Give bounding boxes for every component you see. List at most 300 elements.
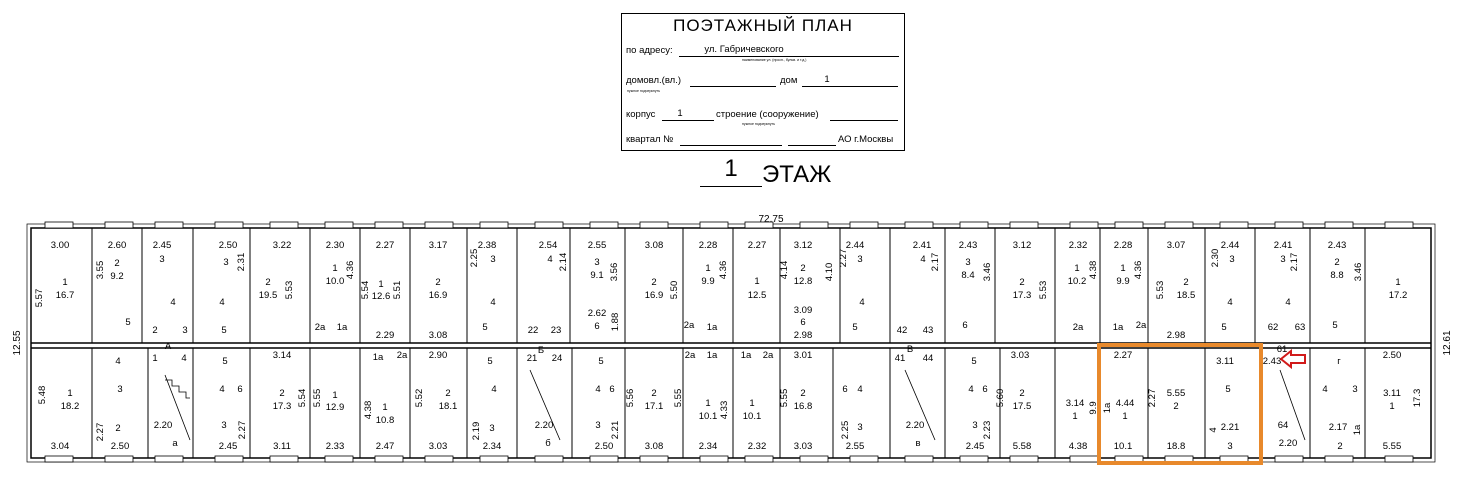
room-top-label-23: 5.53 [284,280,295,300]
room-top-label-92: 6 [962,320,968,331]
room-bottom-label-124: 2.17 [1328,422,1348,433]
room-bottom-label-71: 3.01 [793,350,813,361]
window-bottom-15 [850,456,878,462]
room-bottom-label-81: 41 [894,353,906,364]
room-top-label-5: 2.60 [107,240,127,251]
total-length-dimension: 72.75 [758,214,784,225]
window-bottom-23 [1275,456,1303,462]
room-bottom-label-28: 1a [372,352,384,363]
room-bottom-label-86: 5 [971,356,977,367]
room-top-label-114: 3 [1229,254,1235,265]
window-bottom-19 [1070,456,1098,462]
window-top-7 [425,222,453,228]
room-bottom-label-59: 2a [684,350,696,361]
room-top-label-108: 3.07 [1166,240,1186,251]
room-bottom-label-16: 3 [221,420,227,431]
room-top-label-21: 2 [265,277,271,288]
room-top-label-99: 10.2 [1067,276,1087,287]
room-top-label-40: 2.38 [477,240,497,251]
room-top-label-56: 1.88 [610,312,621,332]
room-bottom-label-26: 12.9 [325,402,345,413]
room-top-label-46: 4 [547,254,553,265]
room-top-label-43: 4 [490,297,496,308]
room-bottom-label-55: 5.56 [625,388,636,408]
room-top-label-112: 2.98 [1166,330,1186,341]
room-bottom-label-11: 2.20 [153,420,173,431]
room-bottom-label-119: 2.20 [1278,438,1298,449]
room-bottom-label-127: 3.11 [1383,388,1401,399]
room-bottom-label-48: б [545,438,551,449]
room-top-label-123: 63 [1294,322,1306,333]
room-top-label-76: 6 [800,317,806,328]
window-top-19 [1070,222,1098,228]
room-top-label-60: 5.50 [669,280,680,300]
room-bottom-label-105: 10.1 [1113,441,1133,452]
room-bottom-label-42: 3 [489,423,495,434]
room-top-label-84: 4 [920,254,926,265]
room-bottom-label-14: 4 [219,384,225,395]
room-top-label-41: 3 [490,254,496,265]
room-top-label-22: 19.5 [258,290,278,301]
building-label: домовл.(вл.) [626,75,681,86]
room-bottom-label-125: 2 [1337,441,1343,452]
corpus-label: корпус [626,109,656,120]
room-top-label-28: 2a [314,322,326,333]
room-top-label-120: 2.17 [1289,252,1300,272]
room-bottom-label-9: 1 [152,353,158,364]
room-top-label-31: 1 [378,279,384,290]
structure-hint: нужное подчеркнуть [742,122,776,126]
window-top-22 [1220,222,1248,228]
room-top-label-42: 2.25 [469,248,480,268]
room-top-label-6: 2 [114,258,120,269]
window-top-4 [270,222,298,228]
window-bottom-25 [1385,456,1413,462]
window-bottom-7 [425,456,453,462]
plan-title: ПОЭТАЖНЫЙ ПЛАН [673,16,853,35]
room-top-label-102: 2.28 [1113,240,1133,251]
room-top-label-79: 3 [857,254,863,265]
window-top-23 [1275,222,1303,228]
room-top-label-80: 2.27 [838,248,849,268]
house-label: дом [780,75,798,86]
room-bottom-label-112: 4 [1208,427,1219,433]
room-top-label-126: 8.8 [1330,270,1344,281]
room-top-label-61: 2.28 [698,240,718,251]
window-top-9 [535,222,563,228]
room-top-label-29: 2.27 [375,240,395,251]
room-top-label-48: 22 [527,325,539,336]
room-top-label-3: 5.57 [34,288,45,308]
room-bottom-label-54: 2.50 [594,441,614,452]
room-top-label-70: 3.12 [793,240,813,251]
room-bottom-label-4: 4 [115,356,121,367]
room-top-label-58: 2 [651,277,657,288]
room-bottom-label-30: 4.38 [363,400,374,420]
room-top-label-49: 23 [550,325,562,336]
room-bottom-label-32: 10.8 [375,415,395,426]
room-bottom-label-2: 18.2 [60,401,80,412]
room-top-label-62: 1 [705,263,711,274]
room-bottom-label-129: 17.3 [1412,388,1423,408]
room-bottom-label-36: 2 [445,388,451,399]
room-bottom-label-66: 1a [740,350,752,361]
room-bottom-label-13: 5 [222,356,228,367]
room-top-label-91: 3.46 [982,262,993,282]
window-top-25 [1385,222,1413,228]
room-bottom-label-1: 1 [67,388,73,399]
room-top-label-7: 9.2 [110,271,124,282]
room-bottom-label-12: a [172,438,178,449]
structure-label: строение (сооружение) [716,109,819,120]
room-top-label-57: 3.08 [644,240,664,251]
room-top-label-17: 2.31 [236,252,247,272]
room-top-label-85: 2.17 [930,252,941,272]
room-top-label-107: 2a [1135,320,1147,331]
room-bottom-label-18: 2.45 [218,441,238,452]
room-top-label-105: 4.36 [1133,260,1144,280]
room-bottom-label-35: 5.52 [414,388,425,408]
room-bottom-label-107: 5.55 [1166,388,1186,399]
room-top-label-44: 5 [482,322,488,333]
room-top-label-87: 43 [922,325,934,336]
room-top-label-130: 17.2 [1388,290,1408,301]
room-top-label-78: 2.44 [845,240,865,251]
room-bottom-label-99: 9.9 [1088,401,1099,415]
room-top-label-124: 2.43 [1327,240,1347,251]
room-bottom-label-45: Б [537,345,545,356]
address-hint: наименование ул. (просп., бульв. и т.д.) [742,58,807,62]
window-top-5 [325,222,353,228]
window-bottom-5 [325,456,353,462]
room-bottom-label-79: 3 [857,422,863,433]
room-bottom-label-65: 2.34 [698,441,718,452]
room-bottom-label-52: 3 [595,420,601,431]
room-bottom-label-102: 1a [1102,402,1113,414]
room-bottom-label-130: 5.55 [1382,441,1402,452]
room-top-label-35: 2.29 [375,330,395,341]
room-bottom-label-120: г [1337,356,1341,367]
room-top-label-65: 2a [683,320,695,331]
window-top-11 [640,222,668,228]
window-bottom-13 [745,456,773,462]
room-bottom-label-121: 4 [1322,384,1328,395]
room-bottom-label-85: в [915,438,921,449]
room-bottom-label-72: 5.55 [779,388,790,408]
room-top-label-103: 1 [1120,263,1126,274]
room-top-label-110: 18.5 [1176,290,1196,301]
floor-number: 1 [724,155,738,182]
room-bottom-label-61: 5.55 [673,388,684,408]
room-top-label-13: 3 [182,325,188,336]
room-labels-bottom [37,344,1423,452]
room-bottom-label-60: 1a [706,350,718,361]
room-bottom-label-21: 17.3 [272,401,292,412]
room-bottom-label-83: 44 [922,353,934,364]
room-bottom-label-100: 4.38 [1068,441,1088,452]
room-top-label-116: 4 [1227,297,1233,308]
room-top-label-83: 2.41 [912,240,932,251]
window-bottom-4 [270,456,298,462]
room-top-label-1: 1 [62,277,68,288]
room-top-label-127: 3.46 [1353,262,1364,282]
room-top-label-96: 5.53 [1038,280,1049,300]
room-top-label-77: 2.98 [793,330,813,341]
room-top-label-69: 12.5 [747,290,767,301]
room-bottom-label-51: 6 [609,384,615,395]
room-top-label-88: 2.43 [958,240,978,251]
room-bottom-label-93: 5.60 [995,388,1006,408]
room-bottom-label-50: 4 [595,384,601,395]
room-bottom-label-82: B [906,344,914,355]
window-top-20 [1115,222,1143,228]
room-bottom-label-97: 3.14 [1065,398,1085,409]
room-top-label-115: 2.30 [1210,248,1221,268]
room-bottom-label-126: 2.50 [1382,350,1402,361]
room-top-label-94: 2 [1019,277,1025,288]
room-top-label-129: 1 [1395,277,1401,288]
room-bottom-label-20: 2 [279,388,285,399]
room-top-label-47: 2.14 [558,252,569,272]
room-top-label-74: 4.10 [824,262,835,282]
room-top-label-16: 3 [223,257,229,268]
room-top-label-10: 3 [159,254,165,265]
room-top-label-66: 1a [706,322,718,333]
room-top-label-101: 2a [1072,322,1084,333]
room-bottom-label-89: 3 [972,420,978,431]
window-bottom-10 [590,456,618,462]
room-bottom-label-19: 3.14 [272,350,292,361]
room-top-label-14: A [164,341,172,352]
room-top-label-68: 1 [754,276,760,287]
room-bottom-label-115: 2.43 [1262,356,1282,367]
room-bottom-label-122: 3 [1352,384,1358,395]
room-bottom-label-6: 2.27 [95,422,106,442]
room-bottom-label-38: 3.03 [428,441,448,452]
address-value: ул. Габричевского [704,44,784,55]
room-top-label-53: 3.56 [609,262,620,282]
room-bottom-label-106: 2.27 [1147,388,1158,408]
window-top-14 [800,222,828,228]
room-bottom-label-94: 2 [1019,388,1025,399]
room-top-label-25: 1 [332,263,338,274]
room-top-label-50: 2.55 [587,240,607,251]
room-bottom-label-56: 2 [651,388,657,399]
room-top-label-122: 62 [1267,322,1279,333]
district-label: АО г.Москвы [838,134,894,145]
room-bottom-label-80: 2.55 [845,441,865,452]
quarter-label: квартал № [626,134,674,145]
window-bottom-16 [905,456,933,462]
window-top-2 [155,222,183,228]
room-bottom-label-96: 5.58 [1012,441,1032,452]
window-bottom-11 [640,456,668,462]
room-top-label-82: 5 [852,322,858,333]
window-bottom-12 [700,456,728,462]
room-top-label-8: 3.55 [95,260,106,280]
window-top-16 [905,222,933,228]
room-top-label-86: 42 [896,325,908,336]
window-bottom-2 [155,456,183,462]
window-bottom-14 [800,456,828,462]
room-bottom-label-3: 3.04 [50,441,70,452]
room-bottom-label-8: 2.50 [110,441,130,452]
room-top-label-9: 2.45 [152,240,172,251]
room-top-label-39: 3.08 [428,330,448,341]
room-bottom-label-62: 1 [705,398,711,409]
room-bottom-label-95: 17.5 [1012,401,1032,412]
room-bottom-label-111: 5 [1225,384,1231,395]
room-top-label-117: 5 [1221,322,1227,333]
room-labels-top [34,240,1407,352]
room-bottom-label-90: 2.23 [982,420,993,440]
window-bottom-18 [1010,456,1038,462]
room-top-label-32: 12.6 [371,291,391,302]
room-top-label-95: 17.3 [1012,290,1032,301]
window-bottom-8 [480,456,508,462]
room-top-label-36: 3.17 [428,240,448,251]
room-top-label-106: 1a [1112,322,1124,333]
room-top-label-19: 5 [221,325,227,336]
room-bottom-label-77: 4 [857,384,863,395]
room-top-label-4: 5 [125,317,131,328]
room-top-label-128: 5 [1332,320,1338,331]
window-top-10 [590,222,618,228]
room-bottom-label-41: 2.19 [471,421,482,441]
room-top-label-109: 2 [1183,277,1189,288]
window-top-8 [480,222,508,228]
room-top-label-18: 4 [219,297,225,308]
room-bottom-label-108: 2 [1173,401,1179,412]
room-top-label-27: 4.36 [345,260,356,280]
room-bottom-label-5: 3 [117,384,123,395]
room-top-label-90: 8.4 [961,270,975,281]
room-bottom-label-109: 18.8 [1166,441,1186,452]
room-top-label-121: 4 [1285,297,1291,308]
window-top-15 [850,222,878,228]
room-top-label-81: 4 [859,297,865,308]
room-top-label-2: 16.7 [55,290,75,301]
window-bottom-3 [215,456,243,462]
room-bottom-label-63: 10.1 [698,411,718,422]
room-bottom-label-78: 2.25 [840,420,851,440]
room-bottom-label-37: 18.1 [438,401,458,412]
right-width-dimension: 12.61 [1442,330,1453,356]
room-bottom-label-84: 2.20 [905,420,925,431]
room-top-label-64: 4.36 [718,260,729,280]
room-bottom-label-31: 1 [382,402,388,413]
room-bottom-label-49: 5 [598,356,604,367]
room-bottom-label-74: 16.8 [793,401,813,412]
window-bottom-24 [1325,456,1353,462]
room-top-label-20: 3.22 [272,240,292,251]
room-bottom-label-128: 1 [1389,401,1395,412]
window-bottom-1 [105,456,133,462]
room-bottom-label-58: 3.08 [644,441,664,452]
building-hint: нужное подчеркнуть [627,89,661,93]
address-label: по адресу: [626,45,673,56]
room-bottom-label-0: 5.48 [37,385,48,405]
room-bottom-label-104: 1 [1122,411,1128,422]
room-bottom-label-113: 2.21 [1220,422,1240,433]
room-top-label-97: 2.32 [1068,240,1088,251]
room-bottom-label-123: 1a [1352,424,1363,436]
window-top-1 [105,222,133,228]
left-width-dimension: 12.55 [12,330,23,356]
window-bottom-9 [535,456,563,462]
room-top-label-34: 1a [336,322,348,333]
window-bottom-6 [375,456,403,462]
room-top-label-15: 2.50 [218,240,238,251]
room-top-label-104: 9.9 [1116,276,1130,287]
room-top-label-38: 16.9 [428,290,448,301]
room-bottom-label-34: 2.90 [428,350,448,361]
room-bottom-label-57: 17.1 [644,401,664,412]
room-top-label-125: 2 [1334,257,1340,268]
room-bottom-label-15: 6 [237,384,243,395]
room-top-label-89: 3 [965,257,971,268]
window-top-17 [960,222,988,228]
floor-label: ЭТАЖ [762,161,832,188]
room-bottom-label-43: 2.34 [482,441,502,452]
room-bottom-label-29: 2a [396,350,408,361]
room-bottom-label-91: 2.45 [965,441,985,452]
room-top-label-45: 2.54 [538,240,558,251]
room-bottom-label-46: 24 [551,353,563,364]
room-top-label-72: 12.8 [793,276,813,287]
room-top-label-59: 16.9 [644,290,664,301]
room-top-label-11: 4 [170,297,176,308]
room-top-label-63: 9.9 [701,276,715,287]
room-top-label-93: 3.12 [1012,240,1032,251]
room-top-label-71: 2 [800,263,806,274]
room-bottom-label-103: 4.44 [1115,398,1135,409]
room-top-label-54: 2.62 [587,308,607,319]
room-bottom-label-114: 3 [1227,441,1233,452]
room-bottom-label-17: 2.27 [237,420,248,440]
room-top-label-33: 5.51 [392,280,403,300]
room-bottom-label-68: 1 [749,398,755,409]
room-top-label-67: 2.27 [747,240,767,251]
room-bottom-label-7: 2 [115,423,121,434]
room-bottom-label-92: 3.03 [1010,350,1030,361]
room-bottom-label-76: 6 [842,384,848,395]
room-bottom-label-23: 3.11 [273,441,291,452]
window-top-12 [700,222,728,228]
window-top-21 [1165,222,1193,228]
room-top-label-100: 4.38 [1088,260,1099,280]
room-bottom-label-87: 4 [968,384,974,395]
room-top-label-113: 2.44 [1220,240,1240,251]
room-bottom-label-25: 1 [332,390,338,401]
room-top-label-37: 2 [435,277,441,288]
room-bottom-label-116: 61 [1276,344,1288,355]
room-bottom-label-40: 4 [491,384,497,395]
room-bottom-label-33: 2.47 [375,441,395,452]
window-top-24 [1325,222,1353,228]
room-top-label-55: 6 [594,321,600,332]
room-bottom-label-22: 5.54 [297,388,308,408]
room-bottom-label-10: 4 [181,353,187,364]
house-value: 1 [824,74,830,85]
room-bottom-label-67: 2a [762,350,774,361]
room-top-label-30: 5.54 [360,280,371,300]
room-top-label-119: 3 [1280,254,1286,265]
window-top-0 [45,222,73,228]
room-bottom-label-69: 10.1 [742,411,762,422]
room-bottom-label-53: 2.21 [610,420,621,440]
room-top-label-24: 2.30 [325,240,345,251]
